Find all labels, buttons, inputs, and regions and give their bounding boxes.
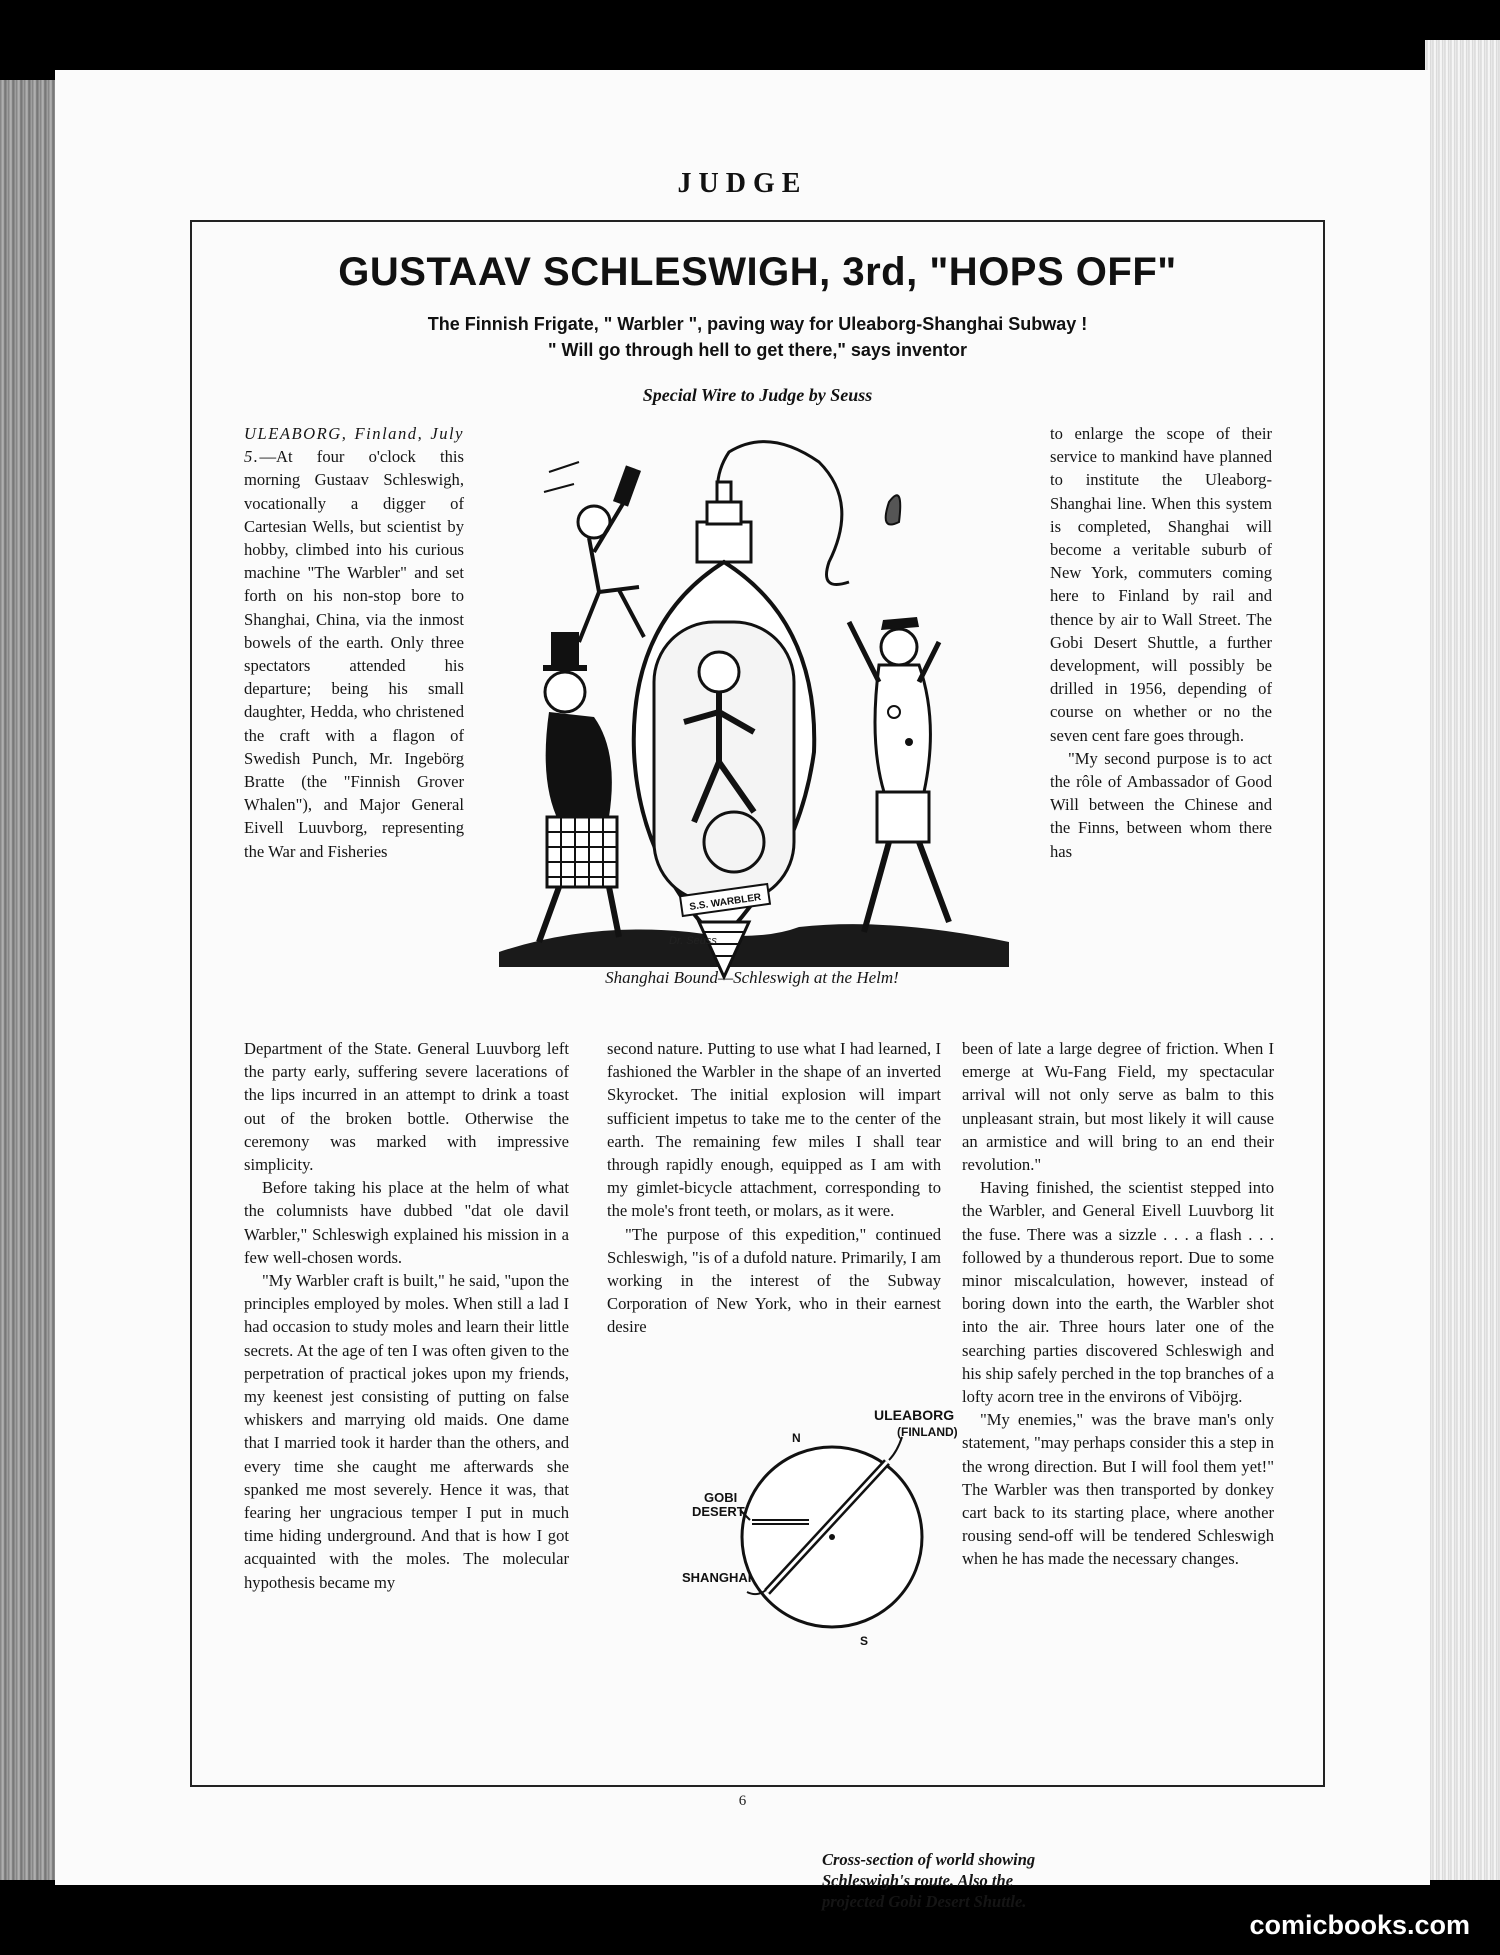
site-watermark: comicbooks.com <box>1249 1910 1470 1940</box>
dateline: ULEABORG, Finland, July 5. <box>244 424 464 467</box>
map-label-south: S <box>860 1634 869 1648</box>
article-subheadline: The Finnish Frigate, " Warbler ", paving way for Uleaborg-Shanghai Subway ! <box>427 314 1088 334</box>
map-caption: Cross-section of world showing Schleswigh's route. Also the projected Gobi Desert Shuttle. <box>822 1850 1036 1911</box>
article-byline: Special Wire to Judge by Seuss <box>642 385 873 405</box>
column-3 <box>962 1037 1274 1571</box>
lead-paragraph <box>244 422 464 863</box>
column-3-paragraph-3: "My enemies," was the brave man's only statement, "may perhaps consider this a step in the wrong direction. But I will fool them yet!" The Warbler was then transported by donkey cart back to its starting place, where another rousing send-off will be tendered Schleswigh when he has made the necessary changes. <box>962 1410 1274 1569</box>
illustration-caption: Shanghai Bound—Schleswigh at the Helm! <box>605 968 899 987</box>
column-2-paragraph-2: "The purpose of this expedition," continued Schleswigh, "is of a dufold nature. Primarily, I am working in the interest of the Subway Corporation of New York, who in their earnest desire <box>607 1224 941 1337</box>
column-3-top <box>1050 422 1272 863</box>
column-1-paragraph-2: Before taking his place at the helm of what the columnists have dubbed "dat ole davil Warbler," Schleswigh explained his mission in a few well-chosen words. <box>244 1178 569 1267</box>
magazine-name: JUDGE <box>677 168 808 199</box>
article-frame <box>190 220 1325 1911</box>
book-page-edges-right <box>1425 40 1500 1880</box>
column-1-top <box>244 422 464 863</box>
column-3-paragraph-1: been of late a large degree of friction. When I emerge at Wu-Fang Field, my spectacular arrival will not only serve as balm to this unpleasant strain, but most likely it will cause an armistice and will bring to an end their revolution." <box>962 1039 1274 1175</box>
column-2-paragraph-1: second nature. Putting to use what I had learned, I fashioned the Warbler in the shape of an inverted Skyrocket. The initial explosion will impart sufficient impetus to take me to the center of the earth. The remaining few miles I shall tear through rapidly enough, equipped as I am with my gimlet-bicycle attachment, corresponding to the mole's front teeth, or molars, as it were. <box>607 1039 941 1221</box>
column-1-paragraph-3: "My Warbler craft is built," he said, "upon the principles employed by moles. When still a lad I had occasion to study moles and learn their little secrets. At the age of ten I was often given to the perpetration of practical jokes upon my friends, my keenest jest consisting of putting on false whiskers and marrying old maids. One dame that I married took it harder than the others, and every time she caught me afterwards she spanked me most severely. Hence it was, that fearing her ungracious temper I put in much time hiding underground. And that is how I got acquainted with the moles. The molecular hypothesis became my <box>244 1271 569 1592</box>
magazine-page <box>55 70 1430 1911</box>
map-label-shanghai: SHANGHAI <box>682 1570 752 1585</box>
column-3-top-paragraph-2: "My second purpose is to act the rôle of Ambassador of Good Will between the Chinese and the Finns, between whom there has <box>1050 748 1272 861</box>
map-label-north: N <box>792 1431 801 1445</box>
map-label-uleaborg: ULEABORG <box>874 1407 955 1423</box>
map-label-finland: (FINLAND) <box>897 1425 958 1439</box>
article-subheadline-quote: " Will go through hell to get there," says inventor <box>548 340 967 360</box>
book-page-edges-left <box>0 80 58 1880</box>
map-label-desert: DESERT <box>692 1504 745 1519</box>
ship-label: S.S. WARBLER <box>688 892 762 913</box>
world-cross-section-map <box>682 1402 972 1702</box>
column-2 <box>607 1037 941 1339</box>
page-number: 6 <box>738 1793 747 1809</box>
article-headline: GUSTAAV SCHLESWIGH, 3rd, "HOPS OFF" <box>338 250 1177 294</box>
cartoon-illustration <box>469 422 1035 982</box>
column-1-paragraph-1: Department of the State. General Luuvborg left the party early, suffering severe lacerations of the lips incurred in an attempt to drink a toast out of the broken bottle. Otherwise the ceremony was marked with impressive simplicity. <box>244 1039 569 1175</box>
column-3-top-paragraph-1: to enlarge the scope of their service to mankind have planned to institute the Uleaborg-Shanghai line. When this system is completed, Shanghai will become a veritable suburb of New York, commuters coming here to Finland by rail and thence by air to Wall Street. The Gobi Desert Shuttle, a further development, will possibly be drilled in 1956, depending of course on whether or no the seven cent fare goes through. <box>1050 424 1272 745</box>
column-3-paragraph-2: Having finished, the scientist stepped into the Warbler, and General Eivell Luuvborg lit the fuse. There was a sizzle . . . a flash . . . followed by a thunderous report. Due to some minor miscalculation, however, instead of boring down into the earth, the Warbler shot into the air. Three hours later one of the searching parties discovered Schleswigh and his ship safely perched in the top branches of a lofty acorn tree in the environs of Viböjrg. <box>962 1178 1274 1407</box>
column-1 <box>244 1037 569 1594</box>
map-label-gobi: GOBI <box>704 1490 738 1505</box>
cartoonist-signature: Dr. Seuss <box>669 935 717 947</box>
lead-text: —At four o'clock this morning Gustaav Schleswigh, vocationally a digger of Cartesian Wells, but scientist by hobby, climbed into his curious machine "The Warbler" and set forth on his non-stop bore to Shanghai, China, via the inmost bowels of the earth. Only three spectators attended his departure; being his small daughter, Hedda, who christened the craft with a flagon of Swedish Punch, Mr. Ingebörg Bratte (the "Finnish Grover Whalen"), and Major General Eivell Luuvborg, representing the War and Fisheries <box>244 447 464 861</box>
